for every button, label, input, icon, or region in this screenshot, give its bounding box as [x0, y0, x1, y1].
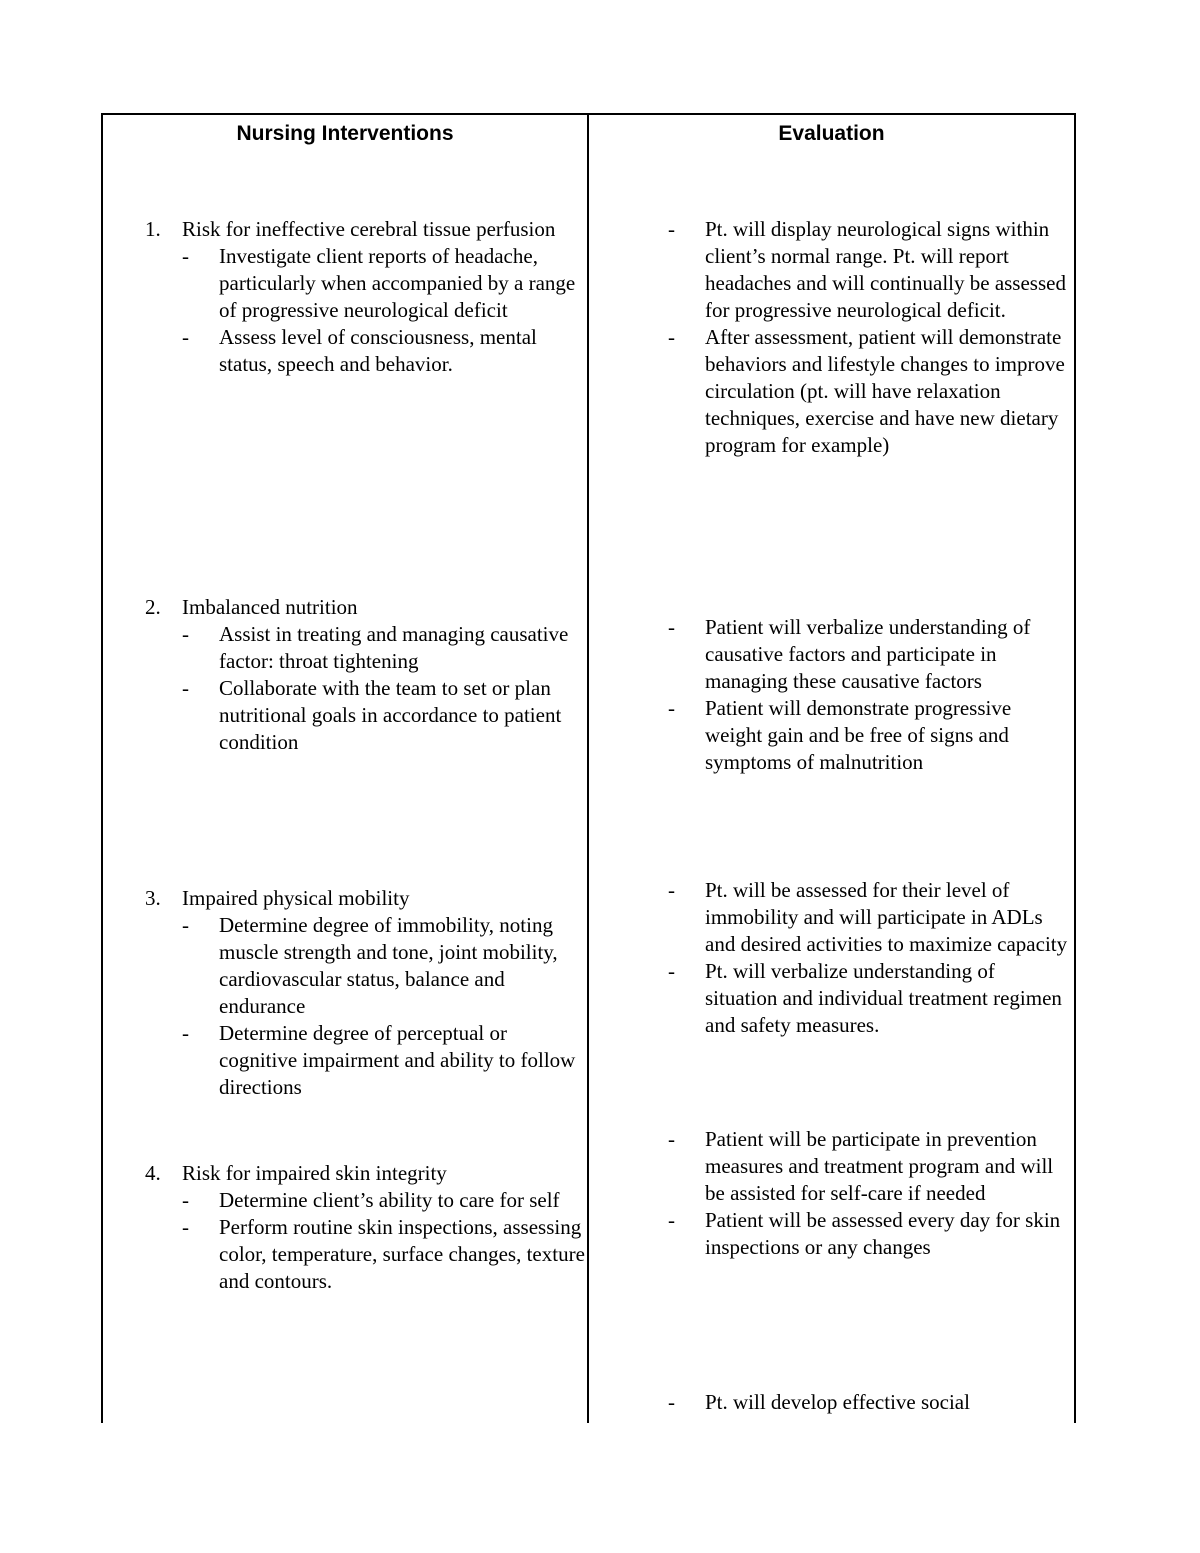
bullet-dash: -: [182, 1188, 189, 1212]
evaluation-point: Pt. will display neurological signs within client’s normal range. Pt. will report headaches and will continually be assessed for progressive neurological deficit.: [705, 217, 1066, 322]
evaluation-group: [668, 1126, 1068, 1261]
table-left-border: [101, 113, 103, 1423]
intervention-item: [145, 216, 585, 378]
item-number: 1.: [145, 217, 161, 241]
bullet-dash: -: [182, 1021, 189, 1045]
intervention-item: [145, 1160, 585, 1295]
bullet-dash: -: [668, 217, 675, 241]
intervention-point: Perform routine skin inspections, assessing color, temperature, surface changes, texture and contours.: [219, 1215, 585, 1293]
bullet-dash: -: [182, 676, 189, 700]
bullet-dash: -: [668, 1127, 675, 1151]
evaluation-point: Pt. will verbalize understanding of situation and individual treatment regimen and safety measures.: [705, 959, 1062, 1037]
item-number: 4.: [145, 1161, 161, 1185]
intervention-item: [145, 885, 585, 1101]
bullet-dash: -: [182, 325, 189, 349]
table-column-divider: [587, 113, 589, 1423]
evaluation-point: Patient will demonstrate progressive weight gain and be free of signs and symptoms of malnutrition: [705, 696, 1012, 774]
bullet-dash: -: [182, 1215, 189, 1239]
item-title: Risk for impaired skin integrity: [182, 1161, 447, 1185]
bullet-dash: -: [182, 622, 189, 646]
bullet-dash: -: [182, 913, 189, 937]
evaluation-point: Pt. will be assessed for their level of immobility and will participate in ADLs and desired activities to maximize capacity: [705, 878, 1068, 956]
bullet-dash: -: [668, 1390, 675, 1414]
evaluation-point: After assessment, patient will demonstrate behaviors and lifestyle changes to improve circulation (pt. will have relaxation techniques, exercise and have new dietary program for example): [705, 325, 1065, 457]
intervention-point: Assess level of consciousness, mental status, speech and behavior.: [219, 325, 537, 376]
evaluation-point: Patient will verbalize understanding of causative factors and participate in managing these causative factors: [705, 615, 1031, 693]
intervention-point: Determine degree of perceptual or cognitive impairment and ability to follow directions: [219, 1021, 576, 1099]
item-number: 3.: [145, 886, 161, 910]
bullet-dash: -: [668, 615, 675, 639]
evaluation-group: [668, 1389, 1068, 1416]
item-title: Impaired physical mobility: [182, 886, 410, 910]
evaluation-point: Patient will be assessed every day for skin inspections or any changes: [705, 1208, 1061, 1259]
bullet-dash: -: [668, 1208, 675, 1232]
intervention-point: Collaborate with the team to set or plan nutritional goals in accordance to patient condition: [219, 676, 562, 754]
intervention-point: Determine degree of immobility, noting muscle strength and tone, joint mobility, cardiovascular status, balance and endurance: [219, 913, 558, 1018]
evaluation-group: [668, 614, 1068, 776]
evaluation-group: [668, 877, 1068, 1039]
item-number: 2.: [145, 595, 161, 619]
evaluation-point: Pt. will develop effective social: [705, 1390, 970, 1414]
intervention-point: Assist in treating and managing causative factor: throat tightening: [219, 622, 569, 673]
bullet-dash: -: [668, 878, 675, 902]
item-title: Imbalanced nutrition: [182, 595, 358, 619]
header-evaluation: Evaluation: [778, 122, 885, 145]
bullet-dash: -: [668, 325, 675, 349]
intervention-point: Determine client’s ability to care for self: [219, 1188, 560, 1212]
intervention-item: [145, 594, 585, 756]
bullet-dash: -: [182, 244, 189, 268]
item-title: Risk for ineffective cerebral tissue perfusion: [182, 217, 556, 241]
bullet-dash: -: [668, 959, 675, 983]
header-nursing-interventions: Nursing Interventions: [236, 122, 454, 145]
evaluation-point: Patient will be participate in prevention measures and treatment program and will be assisted for self-care if needed: [705, 1127, 1054, 1205]
intervention-point: Investigate client reports of headache, particularly when accompanied by a range of progressive neurological deficit: [219, 244, 576, 322]
evaluation-group: [668, 216, 1068, 459]
table-right-border: [1074, 113, 1076, 1423]
bullet-dash: -: [668, 696, 675, 720]
